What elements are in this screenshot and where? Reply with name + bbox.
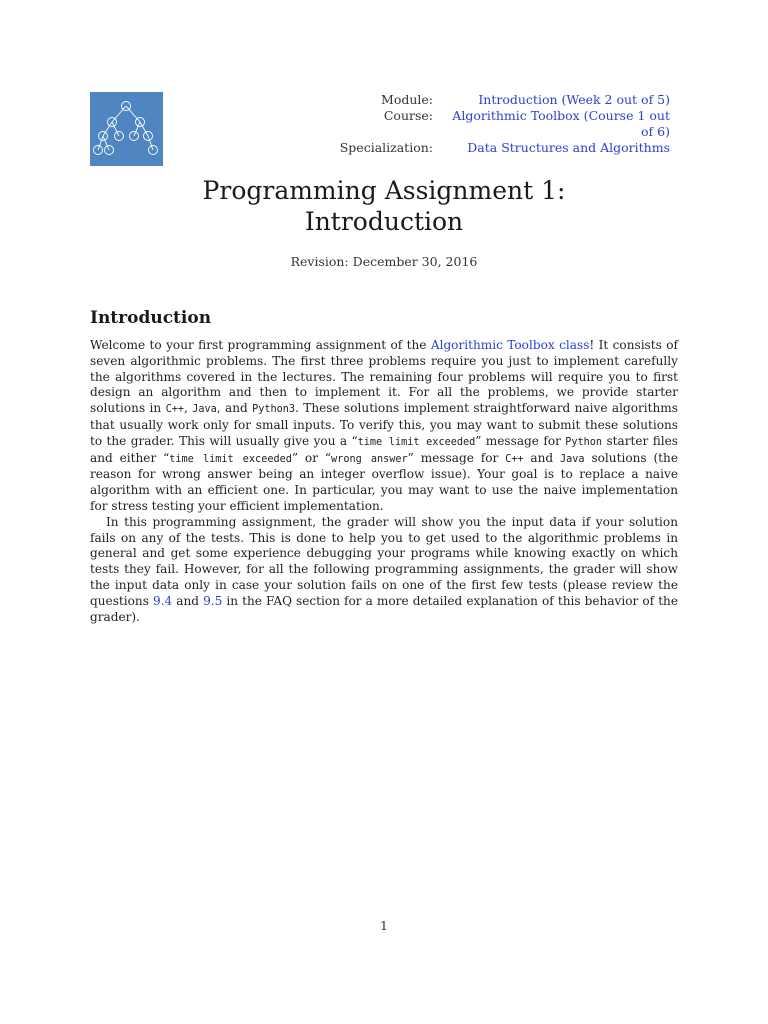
code-java-2: Java <box>560 453 585 465</box>
text: , <box>183 401 193 416</box>
text: In this programming assignment, the grader will show you the input data if your solution fails on any of the tests. This is done to help you to get used to the algorithmic problems in general and get some experience debugging your programs while knowing exactly on which tests they fail. However, for all the following programming assignments, the grader will show the input data only in case your solution fails on one of the first few tests (please review the questions <box>90 514 678 608</box>
module-label: Module: <box>381 92 433 107</box>
faq-9-4-link[interactable]: 9.4 <box>152 593 173 608</box>
revision-date: Revision: December 30, 2016 <box>290 254 478 269</box>
section-heading: Introduction <box>90 308 212 328</box>
title-line-2: Introduction <box>304 207 464 236</box>
code-time-limit-exceeded-2: time limit exceeded <box>169 453 292 465</box>
code-python3: Python3 <box>252 404 296 416</box>
course-logo <box>90 92 163 166</box>
specialization-row <box>300 140 670 156</box>
code-wrong-answer: wrong answer <box>331 453 408 465</box>
text: starter files and either “ <box>90 433 678 465</box>
page-number: 1 <box>380 918 388 933</box>
code-python: Python <box>565 436 603 448</box>
algorithmic-toolbox-link[interactable]: Algorithmic Toolbox class <box>430 338 590 352</box>
module-row <box>300 92 670 108</box>
code-cpp: C++ <box>165 404 184 416</box>
code-time-limit-exceeded: time limit exceeded <box>357 436 476 448</box>
code-cpp-2: C++ <box>505 453 524 465</box>
paragraph-2 <box>90 515 678 626</box>
code-java: Java <box>192 404 217 416</box>
text: ” or “ <box>291 450 332 465</box>
paragraph-1 <box>90 338 678 515</box>
text: ” message for <box>475 433 566 448</box>
binary-tree-icon <box>90 92 163 166</box>
course-label: Course: <box>383 108 433 123</box>
text: ” message for <box>407 450 506 465</box>
text: in the FAQ section for a more detailed explanation of this behavior of the grader). <box>90 593 678 624</box>
specialization-label: Specialization: <box>339 140 433 155</box>
section-body <box>90 338 678 625</box>
module-link[interactable]: Introduction (Week 2 out of 5) <box>478 92 670 107</box>
course-row <box>300 108 670 140</box>
title-line-1: Programming Assignment 1: <box>202 176 566 205</box>
course-info <box>300 92 670 156</box>
text: and <box>523 450 561 465</box>
document-title <box>0 175 768 237</box>
text: ! It consists of seven algorithmic problems. The first three problems require you just to implement carefully the algorithms covered in the lectures. The remaining four problems will require you to first design an algorithm and then to implement it. For all the problems, we provide starter solutions in <box>90 338 678 416</box>
text: . These solutions implement straightforward naive algorithms that usually work only for small inputs. To verify this, you may want to submit these solutions to the grader. This will usually give you a “ <box>90 401 678 448</box>
text: , and <box>216 401 253 416</box>
text: Welcome to your first programming assignment of the <box>90 338 431 352</box>
text: solutions (the reason for wrong answer being an integer overflow issue). Your goal is to replace a naive algorithm with an efficient one. In particular, you may want to use the naive implementation for stress testing your efficient implementation. <box>90 450 678 513</box>
faq-9-5-link[interactable]: 9.5 <box>203 593 223 608</box>
course-link[interactable]: Algorithmic Toolbox (Course 1 out of 6) <box>452 108 670 139</box>
text: and <box>172 593 204 608</box>
specialization-link[interactable]: Data Structures and Algorithms <box>467 140 670 155</box>
